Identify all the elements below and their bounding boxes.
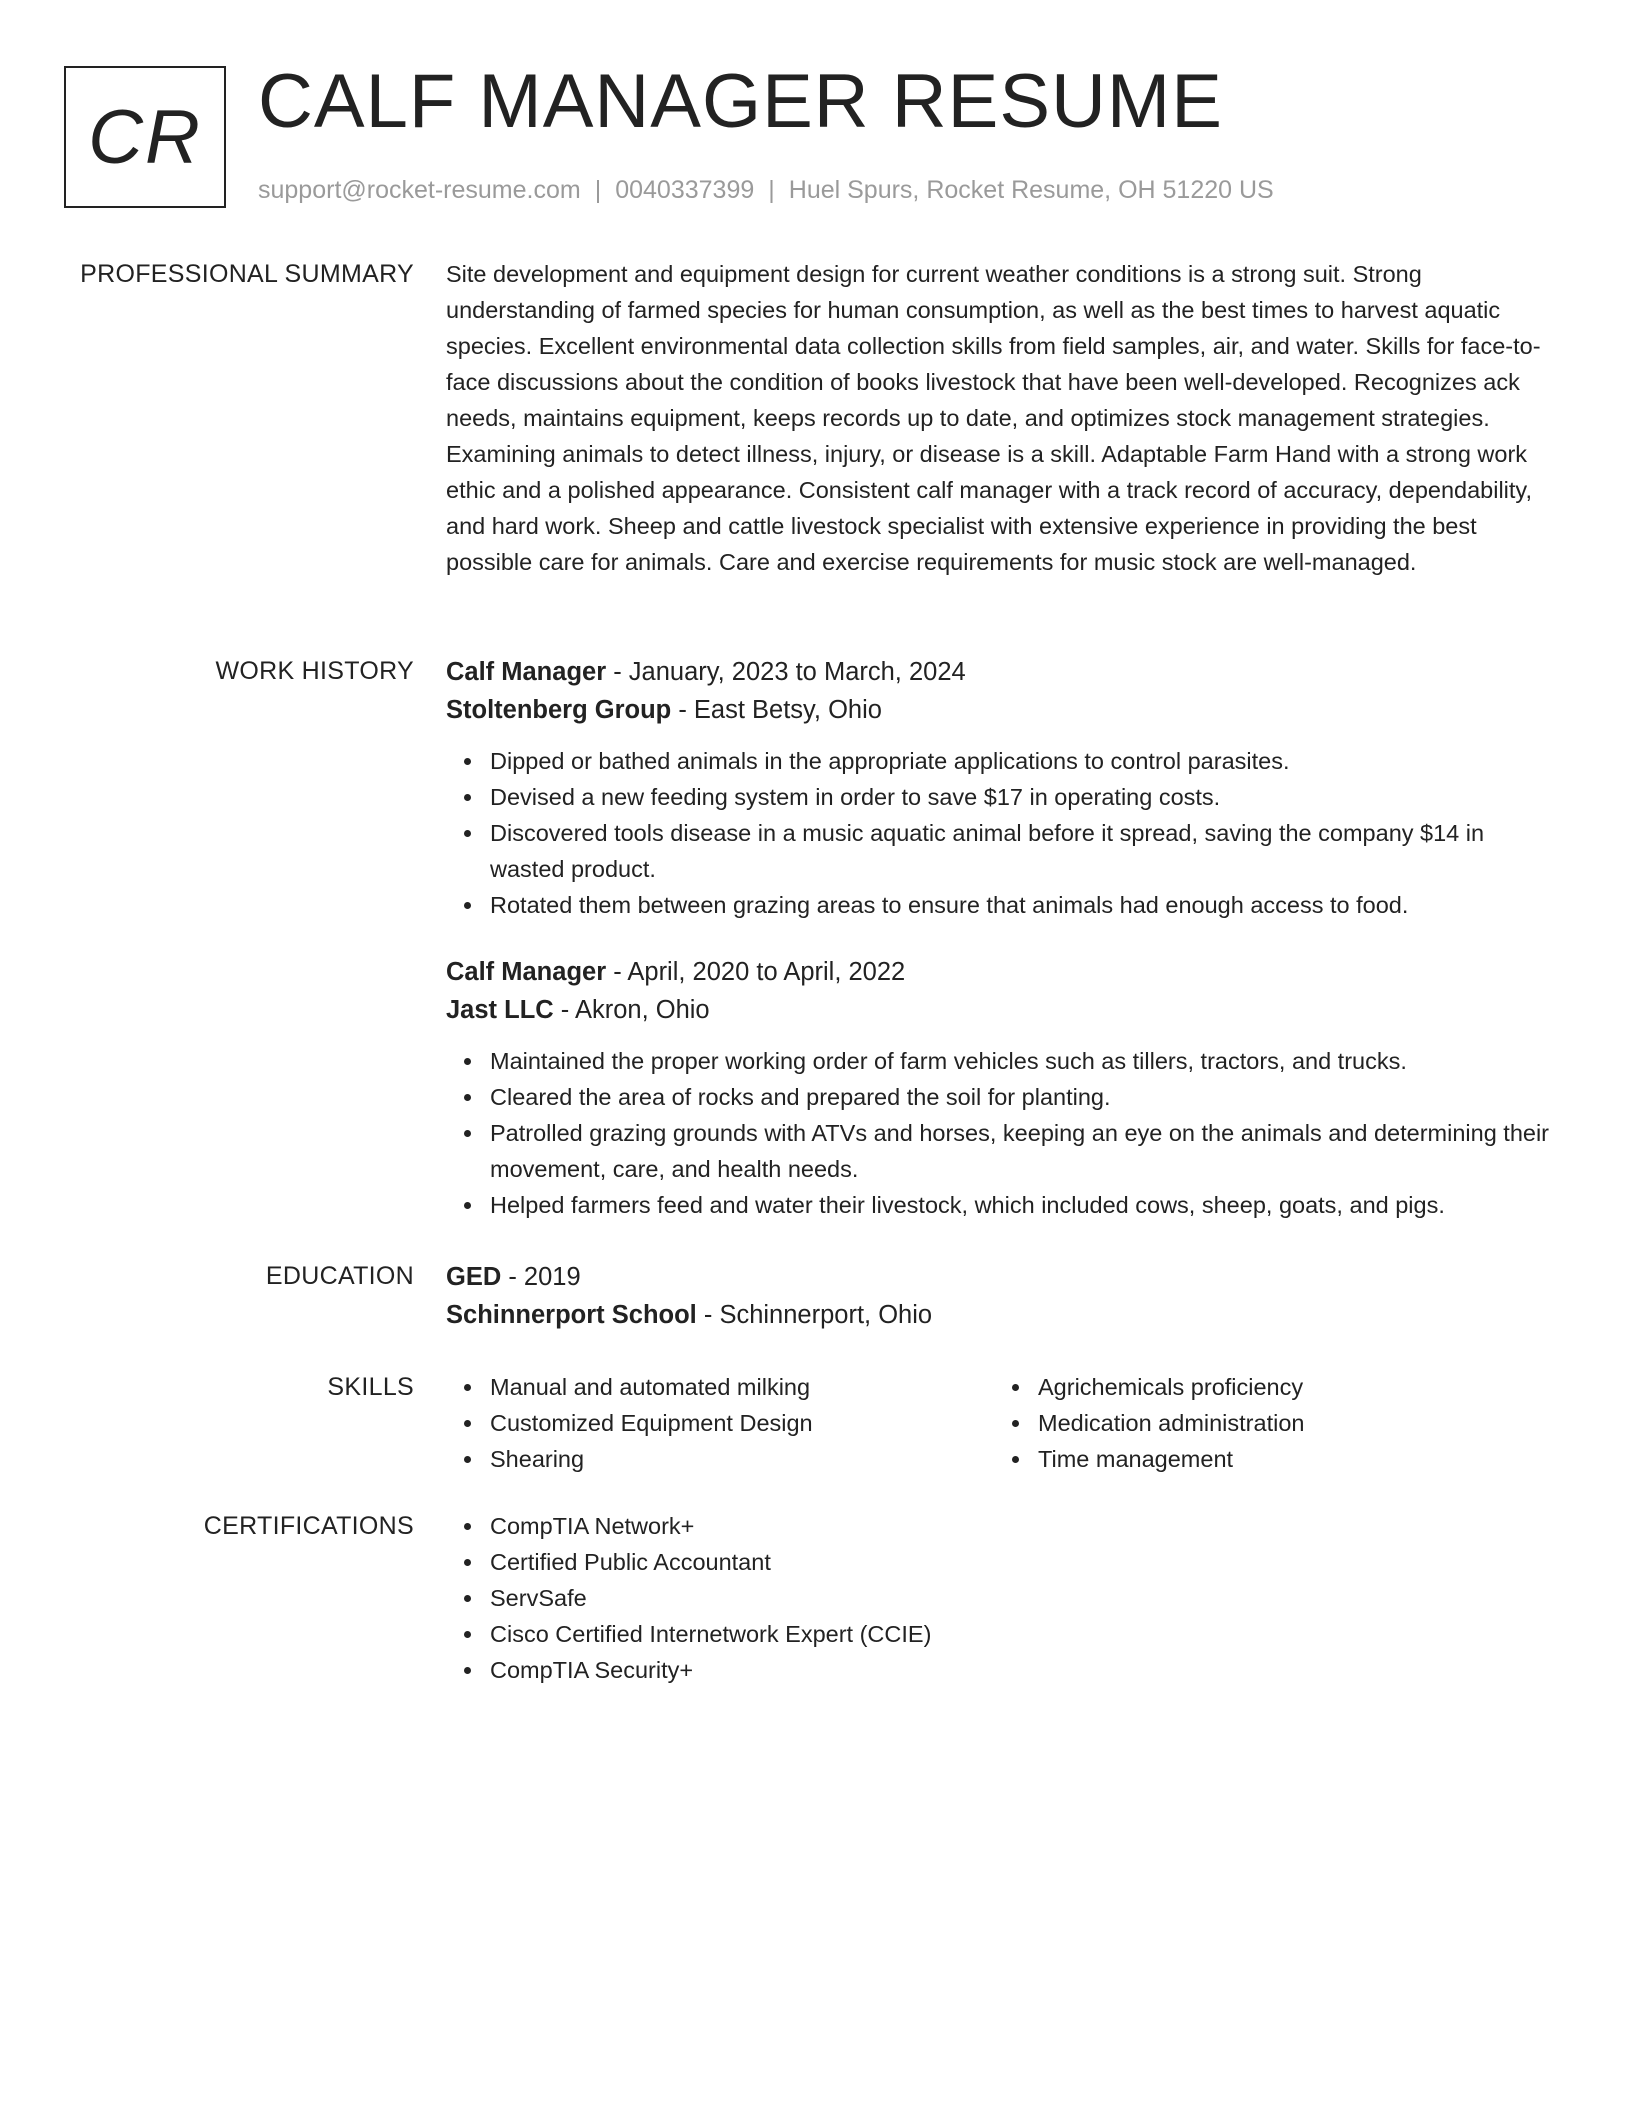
job-bullets [446,743,1551,923]
job-title-line [446,653,1551,691]
section-label-skills: SKILLS [327,1373,414,1401]
contact-address: Huel Spurs, Rocket Resume, OH 51220 US [788,176,1274,204]
school-location: - Schinnerport, Ohio [696,1301,933,1329]
section-label-summary: PROFESSIONAL SUMMARY [80,260,414,288]
school-name: Schinnerport School [446,1301,697,1329]
degree-line [446,1258,1551,1296]
summary-body [446,256,1551,580]
section-label-certifications: CERTIFICATIONS [203,1512,414,1540]
skills-grid [446,1369,1551,1477]
list-item: Shearing [490,1441,994,1477]
contact-separator: | [594,176,602,204]
certifications-list [446,1508,1551,1688]
list-item: Patrolled grazing grounds with ATVs and horses, keeping an eye on the animals and determining their movement, care, and health needs. [490,1115,1551,1187]
list-item: Manual and automated milking [490,1369,994,1405]
list-item: Cisco Certified Internetwork Expert (CCIE) [490,1616,1551,1652]
job-title: Calf Manager [446,958,607,986]
list-item: Cleared the area of rocks and prepared the soil for planting. [490,1079,1551,1115]
list-item: Discovered tools disease in a music aquatic animal before it spread, saving the company $14 in wasted product. [490,815,1551,887]
skills-list [994,1369,1542,1477]
section-label-work: WORK HISTORY [215,657,414,685]
list-item: Dipped or bathed animals in the appropriate applications to control parasites. [490,743,1551,779]
list-item: Rotated them between grazing areas to ensure that animals had enough access to food. [490,887,1551,923]
page-title: CALF MANAGER RESUME [258,59,1223,144]
contact-phone: 0040337399 [615,176,755,204]
job-title-line [446,953,1551,991]
list-item: Agrichemicals proficiency [1038,1369,1542,1405]
list-item: Customized Equipment Design [490,1405,994,1441]
contact-email: support@rocket-resume.com [258,176,581,204]
skills-body [446,1369,1551,1477]
degree-year: - 2019 [501,1263,581,1291]
job-entry [446,953,1551,1223]
list-item: CompTIA Network+ [490,1508,1551,1544]
job-dates: - April, 2020 to April, 2022 [606,958,906,986]
job-org-line [446,991,1551,1029]
list-item: ServSafe [490,1580,1551,1616]
contact-line [258,174,1274,206]
contact-separator: | [768,176,775,204]
certifications-body [446,1508,1551,1688]
degree-name: GED [446,1263,502,1291]
job-company: Jast LLC [446,996,554,1024]
job-dates: - January, 2023 to March, 2024 [606,658,966,686]
list-item: CompTIA Security+ [490,1652,1551,1688]
summary-text: Site development and equipment design for current weather conditions is a strong suit. Strong understanding of farmed species for human consumption, as well as the best times to harvest aquatic species. Excellent environmental data collection skills from field samples, air, and water. Skills for face-to-face discussions about the condition of books livestock that have been well-developed. Recognizes ack needs, maintains equipment, keeps records up to date, and optimizes stock management strategies. Examining animals to detect illness, injury, or disease is a skill. Adaptable Farm Hand with a strong work ethic and a polished appearance. Consistent calf manager with a track record of accuracy, dependability, and hard work. Sheep and cattle livestock specialist with extensive experience in providing the best possible care for animals. Care and exercise requirements for music stock are well-managed. [446,261,1541,575]
list-item: Time management [1038,1441,1542,1477]
skills-column-left [446,1369,994,1477]
education-body [446,1258,1551,1334]
job-location: - Akron, Ohio [553,996,710,1024]
list-item: Medication administration [1038,1405,1542,1441]
skills-column-right [994,1369,1542,1477]
job-org-line [446,691,1551,729]
job-entry [446,653,1551,923]
section-label-education: EDUCATION [265,1262,414,1290]
work-body [446,653,1551,1223]
job-bullets [446,1043,1551,1223]
job-company: Stoltenberg Group [446,696,672,724]
list-item: Helped farmers feed and water their livestock, which included cows, sheep, goats, and pigs. [490,1187,1551,1223]
skills-list [446,1369,994,1477]
job-location: - East Betsy, Ohio [671,696,882,724]
school-line [446,1296,1551,1334]
list-item: Devised a new feeding system in order to save $17 in operating costs. [490,779,1551,815]
list-item: Maintained the proper working order of farm vehicles such as tillers, tractors, and trucks. [490,1043,1551,1079]
job-title: Calf Manager [446,658,607,686]
monogram-logo: CR [64,66,226,208]
list-item: Certified Public Accountant [490,1544,1551,1580]
